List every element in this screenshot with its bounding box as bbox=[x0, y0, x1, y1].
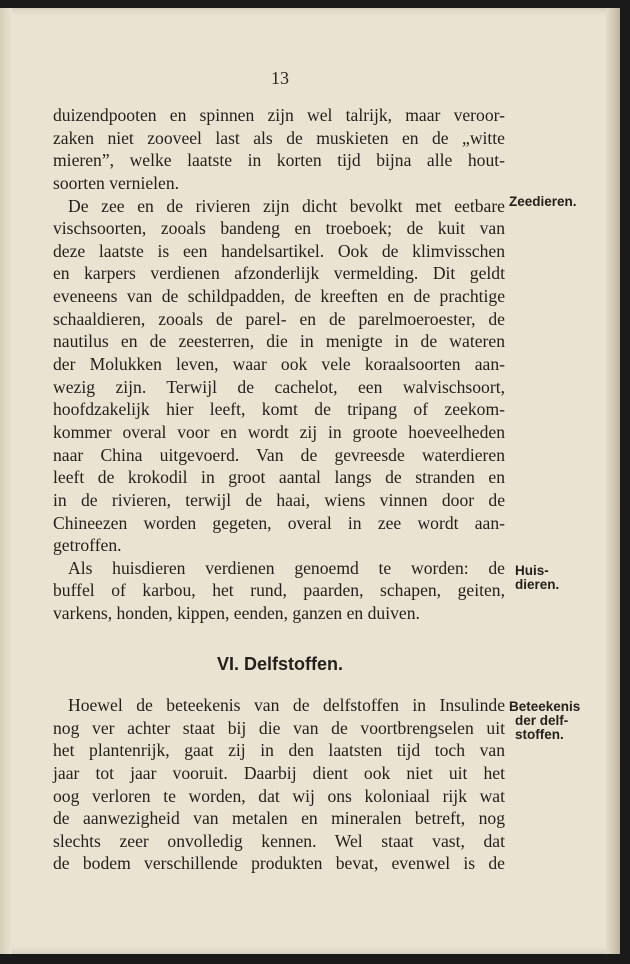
text-line: buffel of karbou, het rund, paarden, schapen, geiten, bbox=[53, 580, 505, 601]
text-line: varkens, honden, kippen, eenden, ganzen en duiven. bbox=[53, 603, 420, 624]
page-edge bbox=[606, 8, 620, 954]
text-line: der Molukken leven, waar ook vele koraalsoorten aan- bbox=[53, 354, 505, 375]
text-line: vischsoorten, zooals bandeng en troeboek; de kuit van bbox=[53, 218, 505, 239]
margin-note-line: Zeedieren. bbox=[509, 194, 577, 209]
text-line: eveneens van de schildpadden, de kreeften en de prachtige bbox=[53, 286, 505, 307]
margin-note-beteekenis bbox=[509, 700, 580, 742]
page-spine-shadow bbox=[0, 8, 12, 954]
body-text-top bbox=[53, 104, 505, 625]
text-line: duizendpooten en spinnen zijn wel talrijk, maar veroor- bbox=[53, 105, 505, 125]
text-line: nog ver achter staat bij die van de voortbrengselen uit bbox=[53, 717, 505, 738]
text-line: en karpers verdienen afzonderlijk vermelding. Dit geldt bbox=[53, 263, 505, 284]
text-line: zaken niet zooveel last als de muskieten en de „witte bbox=[53, 127, 505, 148]
text-line: leeft de krokodil in groot aantal langs de stranden en bbox=[53, 467, 505, 488]
margin-note-line: dieren. bbox=[515, 577, 560, 592]
text-line: het plantenrijk, gaat zij in den laatsten tijd toch van bbox=[53, 740, 505, 761]
body-text-bottom bbox=[53, 694, 505, 875]
margin-note-line: stoffen. bbox=[515, 727, 564, 742]
text-line: oog verloren te worden, dat wij ons koloniaal rijk wat bbox=[53, 785, 505, 806]
text-line: kommer overal voor en wordt zij in groote hoeveelheden bbox=[53, 421, 505, 442]
text-line: mieren”, welke laatste in korten tijd bijna alle hout- bbox=[53, 150, 505, 171]
text-line: wezig zijn. Terwijl de cachelot, een walvischsoort, bbox=[53, 376, 505, 397]
text-line: nautilus en de zeesterren, die in menigte in de wateren bbox=[53, 331, 505, 352]
text-line: getroffen. bbox=[53, 535, 122, 556]
text-line: in de rivieren, terwijl de haai, wiens vinnen door de bbox=[53, 489, 505, 510]
text-line: soorten vernielen. bbox=[53, 172, 180, 193]
margin-note-line: Huis- bbox=[515, 563, 549, 578]
text-line: schaaldieren, zooals de parel- en de parelmoeroester, de bbox=[53, 308, 505, 329]
text-line: hoofdzakelijk hier leeft, komt de tripang of zeekom- bbox=[53, 399, 505, 420]
margin-note-line: Beteekenis bbox=[509, 699, 581, 714]
page-number: 13 bbox=[271, 68, 289, 88]
section-heading: VI. Delfstoffen. bbox=[216, 654, 343, 674]
text-line: de bodem verschillende produkten bevat, evenwel is de bbox=[53, 853, 505, 874]
text-line: Chineezen worden gegeten, overal in zee wordt aan- bbox=[53, 512, 505, 533]
text-line: de aanwezigheid van metalen en mineralen betreft, nog bbox=[53, 808, 505, 829]
text-line: naar China uitgevoerd. Van de gevreesde waterdieren bbox=[53, 444, 505, 465]
text-line: De zee en de rivieren zijn dicht bevolkt met eetbare bbox=[68, 195, 505, 216]
text-line: slechts zeer onvolledig kennen. Wel staat vast, dat bbox=[53, 830, 505, 851]
text-line: deze laatste is een handelsartikel. Ook de klimvisschen bbox=[53, 240, 505, 261]
margin-note-huisdieren bbox=[509, 564, 559, 592]
text-line: jaar tot jaar vooruit. Daarbij dient ook niet uit het bbox=[53, 762, 505, 783]
margin-note-line: der delf- bbox=[515, 713, 569, 728]
book-page bbox=[0, 8, 620, 954]
text-line: Als huisdieren verdienen genoemd te worden: de bbox=[68, 557, 505, 578]
margin-note-zeedieren bbox=[509, 195, 577, 209]
text-line: Hoewel de beteekenis van de delfstoffen in Insulinde bbox=[68, 695, 505, 715]
